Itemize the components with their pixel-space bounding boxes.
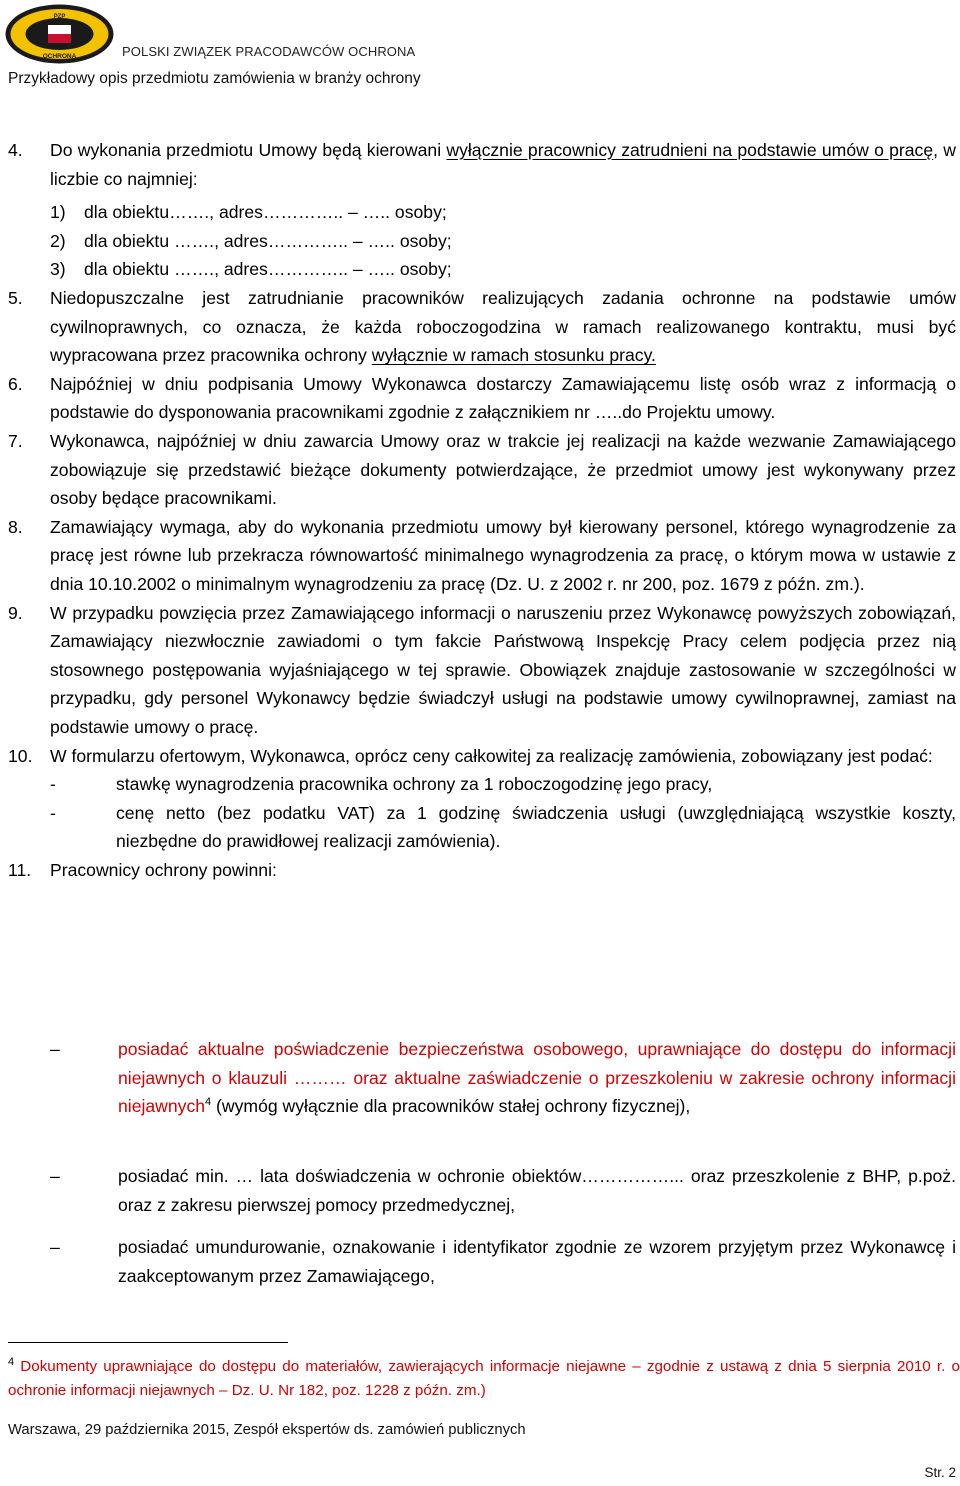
footnote: [8, 1355, 960, 1403]
list-item-6: [8, 370, 956, 427]
footnote-mark: 4: [8, 1355, 15, 1368]
dash-item-text: stawkę wynagrodzenia pracownika ochrony za 1 roboczogodzinę jego pracy,: [116, 774, 713, 795]
item-text: Pracownicy ochrony powinni:: [50, 859, 277, 880]
footnote-ref: 4: [205, 1096, 212, 1109]
sub-item-number: 3): [50, 259, 66, 280]
clearance-text: posiadać aktualne poświadczenie bezpieczeństwa osobowego, uprawniające do dostępu do informacji niejawnych o klauzuli ……… oraz aktualne zaświadczenie o przeszkoleniu w zakresie ochrony informacji niejawnych: [118, 1039, 956, 1117]
item-11-dashes: [8, 1035, 956, 1121]
list-item-8: [8, 513, 956, 599]
dash-item-clearance: [50, 1035, 956, 1121]
sub-item-number: 1): [50, 202, 66, 222]
page-number: Str. 2: [924, 1465, 956, 1480]
dash-item-text: posiadać min. … lata doświadczenia w ochronie obiektów……………... oraz przeszkolenie z BHP, p.poż. oraz z zakresu pierwszej pomocy przedmedycznej,: [118, 1166, 956, 1215]
list-item-4: [8, 136, 956, 193]
list-item-11: [8, 856, 956, 885]
item-number: 6.: [8, 373, 23, 394]
footnote-separator: [8, 1342, 288, 1343]
dash-item-text: posiadać umundurowanie, oznakowanie i identyfikator zgodnie ze wzorem przyjętym przez Wykonawcę i zaakceptowanym przez Zamawiającego,: [118, 1237, 956, 1286]
document-subtitle: Przykładowy opis przedmiotu zamówienia w branży ochrony: [8, 70, 421, 87]
item-text: Niedopuszczalne jest zatrudnianie pracowników realizujących zadania ochronne na podstawie umów cywilnoprawnych, co oznacza, że każda roboczogodzina w ramach realizowanego kontraktu, musi być wypracowana przez pracownika ochrony: [50, 288, 956, 366]
list-item-9: [8, 599, 956, 742]
item-number: 11.: [8, 859, 32, 880]
footnote-text: Dokumenty uprawniające do dostępu do materiałów, zawierających informacje niejawne – zgodnie z ustawą z dnia 5 sierpnia 2010 r. o ochronie informacji niejawnych – Dz. U. Nr 182, poz. 1228 z późn. zm.): [8, 1358, 960, 1399]
list-item-5: [8, 284, 956, 370]
list-item-10: [8, 742, 956, 771]
dash-bullet: –: [50, 1237, 60, 1257]
item-text: W formularzu ofertowym, Wykonawca, oprócz ceny całkowitej za realizację zamówienia, zobowiązany jest podać:: [50, 745, 933, 766]
dash-bullet: –: [50, 1166, 60, 1186]
item-underlined-text: wyłącznie pracownicy zatrudnieni na podstawie umów o pracę: [446, 140, 934, 160]
item-11-dash-2: [8, 1162, 956, 1219]
sub-item-text: dla obiektu ……., adres………….. – ….. osoby;: [84, 259, 452, 280]
item-text: Najpóźniej w dniu podpisania Umowy Wykonawca dostarczy Zamawiającemu listę osób wraz z informacją o podstawie do dysponowania pracownikami zgodnie z załącznikiem nr …..do Projektu umowy.: [50, 373, 956, 423]
svg-text:OCHRONA: OCHRONA: [42, 53, 77, 60]
item-underlined-text: wyłącznie w ramach stosunku pracy.: [371, 345, 656, 366]
dash-item-uniform: [50, 1233, 956, 1290]
item-text: , w liczbie co najmniej:: [50, 140, 957, 189]
dash-item-experience: [50, 1162, 956, 1219]
sub-item-3: [50, 255, 956, 284]
item-11-dash-3: [8, 1233, 956, 1290]
item-text: Do wykonania przedmiotu Umowy będą kierowani: [50, 140, 447, 160]
page-footer: Warszawa, 29 października 2015, Zespół ekspertów ds. zamówień publicznych: [8, 1422, 526, 1438]
item-4-block: [8, 136, 956, 193]
dash-bullet: –: [50, 1039, 60, 1059]
sub-item-number: 2): [50, 230, 66, 251]
sub-item-text: dla obiektu……., adres………….. – ….. osoby;: [84, 202, 447, 222]
dash-item-net-price: [50, 799, 956, 856]
item-number: 9.: [8, 602, 23, 623]
items-5-10-block: [8, 284, 956, 884]
sub-item-text: dla obiektu ……., adres………….. – ….. osoby;: [84, 230, 452, 251]
dash-item-rate: [50, 770, 956, 799]
svg-text:PZP: PZP: [53, 14, 66, 20]
sub-item-2: [50, 227, 956, 256]
sub-item-1: [50, 198, 956, 227]
item-number: 5.: [8, 288, 23, 308]
org-name: POLSKI ZWIĄZEK PRACODAWCÓW OCHRONA: [122, 44, 416, 59]
list-item-7: [8, 427, 956, 513]
dash-bullet: -: [50, 774, 56, 795]
item-text: Wykonawca, najpóźniej w dniu zawarcia Umowy oraz w trakcie jej realizacji na każde wezwanie Zamawiającego zobowiązuje się przedstawić bieżące dokumenty potwierdzające, że przedmiot umowy jest wykonywany przez osoby będące pracownikami.: [50, 430, 956, 509]
item-text: W przypadku powzięcia przez Zamawiającego informacji o naruszeniu przez Wykonawcę powyższych zobowiązań, Zamawiający niezwłocznie zawiadomi o tym fakcie Państwową Inspekcję Pracy celem podjęcia przez nią stosownego postępowania wyjaśniającego w tej sprawie. Obowiązek znajduje zastosowanie w szczególności w przypadku, gdy personel Wykonawcy będzie świadczył usługi na podstawie umowy cywilnoprawnej, zamiast na podstawie umowy o pracę.: [50, 602, 956, 737]
sublist: [8, 198, 956, 284]
item-number: 7.: [8, 430, 23, 451]
dash-item-text: cenę netto (bez podatku VAT) za 1 godzinę świadczenia usługi (uwzględniającą wszystkie koszty, niezbędne do prawidłowej realizacji zamówienia).: [116, 802, 956, 852]
item-text: Zamawiający wymaga, aby do wykonania przedmiotu umowy był kierowany personel, którego wynagrodzenie za pracę jest równe lub przekracza równowartość minimalnego wynagrodzenia za pracę, o którym mowa w ustawie z dnia 10.10.2002 o minimalnym wynagrodzeniu za pracę (Dz. U. z 2002 r. nr 200, poz. 1679 z późn. zm.).: [50, 516, 956, 594]
item-number: 8.: [8, 516, 23, 537]
company-logo: [4, 3, 115, 65]
item-number: 4.: [8, 140, 23, 160]
clearance-note: (wymóg wyłącznie dla pracowników stałej ochrony fizycznej),: [211, 1096, 691, 1117]
dash-bullet: -: [50, 802, 56, 823]
item-number: 10.: [8, 745, 33, 766]
